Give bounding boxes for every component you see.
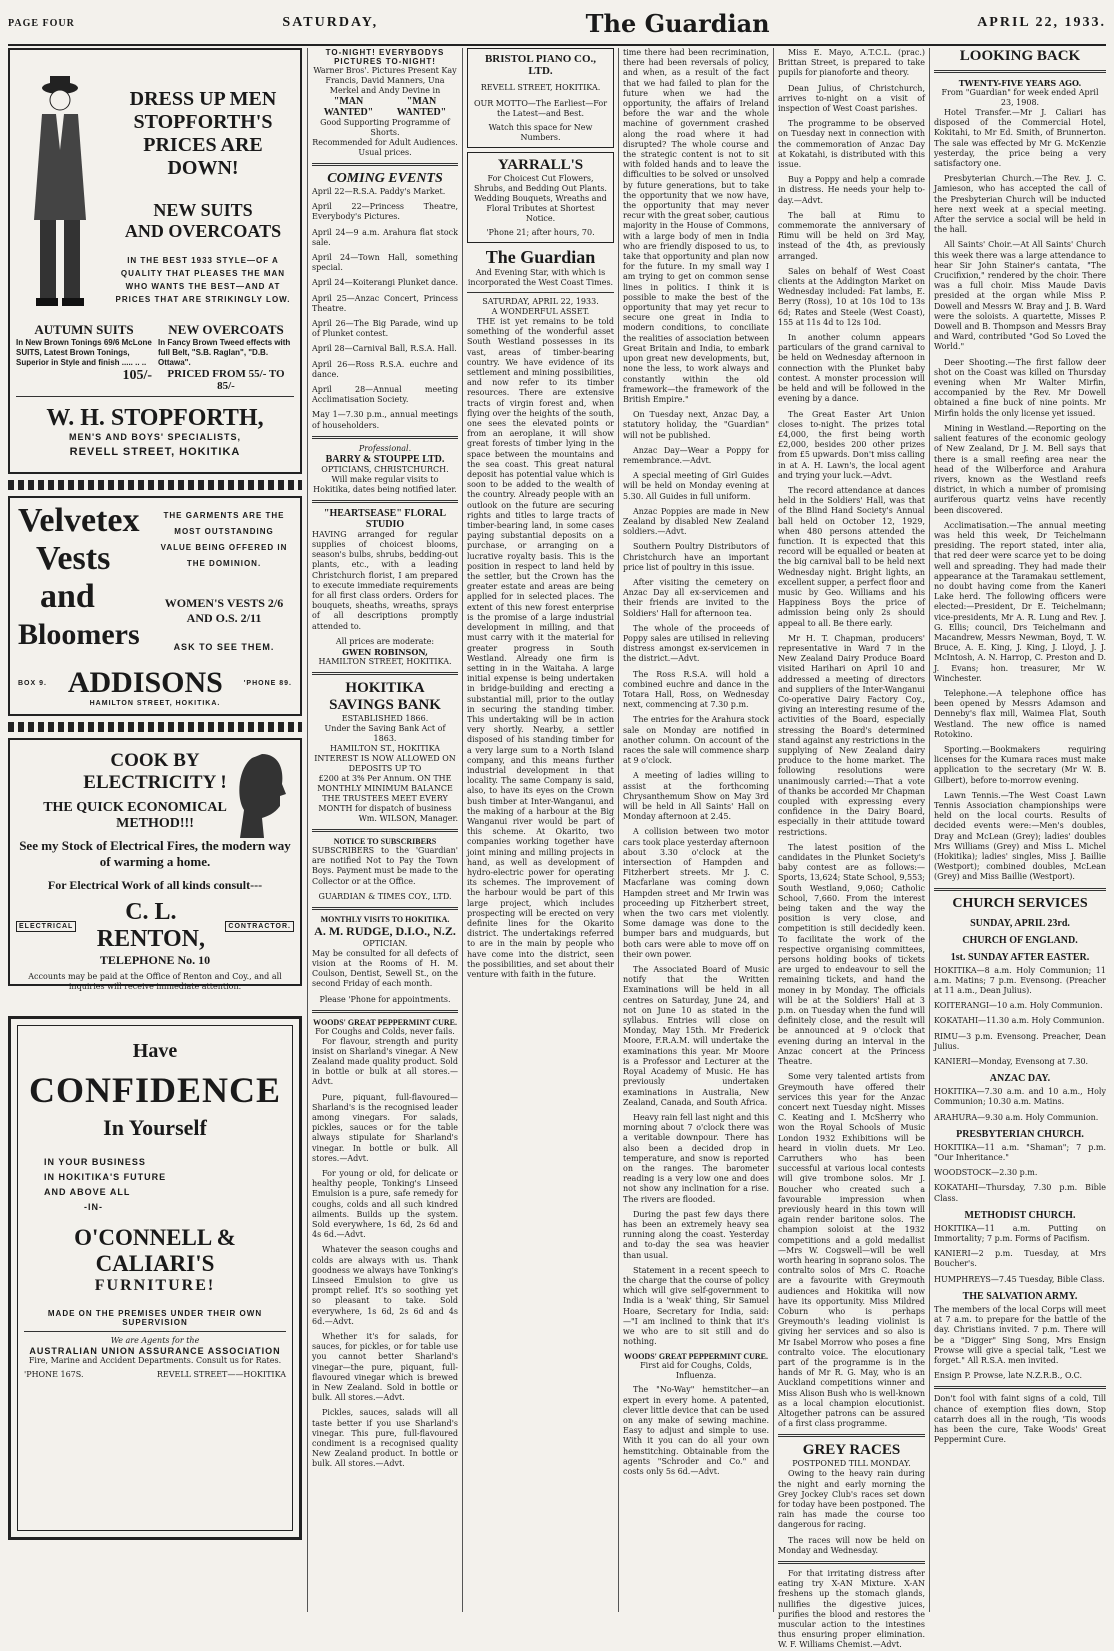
masthead-date: APRIL 22, 1933.: [977, 15, 1106, 30]
masthead: [8, 2, 1106, 46]
autumn-suits-heading: AUTUMN SUITS: [34, 322, 134, 337]
service-item: HOKITIKA—8 a.m. Holy Communion; 11 a.m. Matins; 7 p.m. Evensong. (Preacher at 11 a.m., Dean Julius).: [934, 965, 1106, 996]
stopforth-heading-3: PRICES ARE DOWN!: [143, 134, 263, 179]
renton-advert: [8, 738, 302, 991]
addisons-phone: 'PHONE 89.: [243, 679, 292, 687]
bristol-street: REVELL STREET, HOKITIKA.: [480, 83, 601, 92]
looking-back-item: Hotel Transfer.—Mr J. Caliari has disposed of the Commercial Hotel, Kokitahi, to Mr Ed. Smith, of Brunnerton. The sale was effected by Mr G. McKenzie yesterday, the price being a very satisfactory one.: [934, 108, 1106, 169]
grey-races-text: Owing to the heavy rain during the night and early morning the Grey Jockey Club's races set down for today have been postponed. The rain has made the course too dangerous for racing.: [778, 1469, 925, 1530]
grey-races-text-2: The races will now be held on Monday and Wednesday.: [778, 1535, 925, 1555]
decorative-border: [8, 480, 302, 490]
xan-advert: For that irritating distress after eating try X-AN Mixture. X-AN freshens up the stomach glands, nullifies the digestive juices, purifies the blood and restores the muscular action to the intestines thus ensuring proper elimination. W. F. Williams Chemist.—Advt.: [778, 1569, 925, 1650]
guardian-date: SATURDAY, APRIL 22, 1933.: [482, 297, 599, 306]
news-paragraph: Dean Julius, of Christchurch, arrives to-night on a visit of inspection of West Coast parishes.: [778, 83, 925, 114]
bank-manager: Wm. WILSON, Manager.: [358, 813, 458, 823]
column-rule: [307, 48, 308, 1612]
film-title-right: "MAN WANTED": [396, 96, 447, 118]
bristol-watch: Watch this space for New Numbers.: [488, 123, 593, 142]
news-paragraph: Anzac Poppies are made in New Zealand by disabled New Zealand soldiers.—Advt.: [623, 506, 769, 537]
made-on-premises: MADE ON THE PREMISES UNDER THEIR OWN SUPERVISION: [47, 1309, 263, 1327]
autumn-suits-text: In New Brown Tonings 69/6 McLone SUITS, Latest Brown Tonings, Superior in Style and finish ..... .. ..: [16, 338, 152, 367]
coming-event-item: April 25—Anzac Concert, Princess Theatre.: [312, 293, 458, 313]
confidence-heading: CONFIDENCE: [28, 1070, 281, 1110]
service-item: KOKATAHI—11.30 a.m. Holy Communion.: [934, 1016, 1105, 1026]
coming-event-item: April 26—Ross R.S.A. euchre and dance.: [312, 359, 458, 379]
news-paragraph: A collision between two motor cars took place yesterday afternoon about 3.30 o'clock at the intersection of Hampden and Fitzherbert streets. Mr J. C. Macfarlane was coming down Hampden street and Mr Irwin was proceeding up Fitzherbert street, when the two cars met violently. Some damage was done to the bumper bars and mudguards, but both cars were able to move off on their own power.: [623, 827, 769, 959]
renton-consult-text: For Electrical Work of all kinds consult---: [47, 878, 263, 892]
velvetex-word: Velvetex: [18, 502, 140, 539]
above-all-line: AND ABOVE ALL: [44, 1187, 131, 1197]
news-paragraph: The whole of the proceeds of Poppy sales are utilised in relieving distress amongst ex-servicemen in the district.—Advt.: [623, 623, 769, 664]
news-paragraph: The Ross R.S.A. will hold a combined euchre and dance in the Totara Hall, Ross, on Wednesday next, commencing at 7.30 p.m.: [623, 669, 769, 710]
in-line: -IN-: [84, 1202, 103, 1212]
india-continuation: time there had been recrimination, there had been reversals of policy, and when, as a result of the fact that we had failed to plan for the future when we had the opportunity, the affairs of Ireland before the war and the whole machine of government crashed along the road where it had disrupted? The whole course and the strategic content is not to sit with folded hands and to leave the difficulties to be solved or unsolved by future generations, but to take the opportunity that we now have, the opportunity that may never recur with the great sober, cautious majority in the House of Commons, with a large body of men in India who are friendly disposed to us, to take that opportunity and plan now for the future. In my small way I am trying to get on common sense lines in politics. I think it is possible to make the best of the opportunity that may yet recur to secure one great in India to modern conditions, to conciliate the realities of association between Great Britain and India, to embark upon great new developments, but, none the less, to work always and constantly within the old framework—the framework of the British Empire.": [623, 48, 769, 404]
yarralls-phone: 'Phone 21; after hours, 70.: [486, 228, 595, 237]
autumn-suits-price: 105/-: [122, 368, 152, 383]
bank-heading-2: SAVINGS BANK: [329, 696, 441, 713]
renton-telephone: TELEPHONE No. 10: [99, 953, 211, 967]
agents-for: We are Agents for the: [110, 1336, 200, 1345]
looking-back-item: Mining in Westland.—Reporting on the salient features of the economic geology of New Zealand, Dr J. M. Bell says that there is a small reefing area near the head of the Wilberforce and Arahura rivers, known as the Westland reefs district, in which a number of promising auriferous quartz veins have recently been discovered.: [934, 423, 1106, 515]
service-item: KOITERANGI—10 a.m. Holy Communion.: [934, 1001, 1103, 1011]
oconnell-phone: 'PHONE 167S.: [24, 1370, 84, 1379]
news-paragraph: Buy a Poppy and help a comrade in distress. He needs your help to-day.—Advt.: [778, 175, 925, 205]
heartsease-text: HAVING arranged for regular supplies of choicest blooms, season's bulbs, shrubs, bedding-out plants, etc., with a leading Christchurch florist, I am prepared to execute immediate requirements for all first class orders. Orders for bouquets, sheaths, wreaths, sprays of all descriptions promptly attended to.: [312, 529, 458, 631]
renton-name: C. L. RENTON,: [96, 899, 205, 952]
coming-event-item: April 24—Koiterangi Plunket dance.: [312, 278, 459, 288]
heartsease-address: HAMILTON STREET, HOKITIKA.: [318, 656, 452, 666]
woods-heading-2: WOODS' GREAT PEPPERMINT CURE.: [623, 1352, 768, 1362]
os-price: AND O.S. 2/11: [186, 611, 262, 625]
guardian-title: The Guardian: [485, 247, 596, 267]
service-item: KOKATAHI—Thursday, 7.30 p.m. Bible Class.: [934, 1183, 1106, 1203]
stopforth-blurb: IN THE BEST 1933 STYLE—OF A QUALITY THAT PLEASES THE MAN WHO WANTS THE BEST—AND AT PRICES THAT ARE STRIKINGLY LOW.: [115, 256, 291, 304]
looking-back-heading: LOOKING BACK: [959, 48, 1081, 64]
looking-back-item: Lawn Tennis.—The West Coast Lawn Tennis Association championships were held on the local courts. Results of decided events were:—Men's doubles, Dray and McLean (Grey); ladies' doubles Mrs Williams (Grey) and Miss L. Michel (Hokitika); ladies' singles, Miss J. Baillie (Westport); combined doubles, McLean (Grey) and Miss Baillie (Westport).: [934, 790, 1106, 882]
in-yourself-heading: In Yourself: [103, 1115, 207, 1140]
service-item: Ensign P. Prowse, late N.Z.R.B., O.C.: [934, 1371, 1083, 1381]
looking-back-item: Sporting.—Bookmakers requiring licenses for the Kumara races must make application to the secretary (Mr W. B. Gilbert), before to-morrow evening.: [934, 744, 1106, 785]
methodist-services: [934, 1224, 1106, 1285]
stopforth-subtitle: MEN'S AND BOYS' SPECIALISTS,: [69, 432, 241, 442]
have-heading: Have: [132, 1040, 178, 1062]
masthead-title: The Guardian: [585, 8, 770, 38]
noway-text: The "No-Way" hemstitcher—an expert in every home. A patented, clever little device that can be used on any make of sewing machine. Easy to adjust and simple to use. With it you can do all your own hemstitching. Obtainable from the agents "Schroder and Co." and costs only 5s 6d.—Advt.: [623, 1385, 769, 1476]
barry-stouppe-sub: OPTICIANS, CHRISTCHURCH.: [321, 464, 449, 474]
rudge-sub: OPTICIAN.: [362, 938, 408, 948]
overcoats-heading: NEW OVERCOATS: [168, 322, 284, 337]
bank-heading-1: HOKITIKA: [345, 679, 425, 696]
rudge-phone: Please 'Phone for appointments.: [319, 994, 451, 1004]
addisons-name: ADDISONS: [67, 666, 223, 699]
masthead-day: SATURDAY,: [282, 15, 379, 30]
notice-heading: NOTICE TO SUBSCRIBERS: [333, 836, 437, 846]
page-number: PAGE FOUR: [8, 17, 75, 29]
oconnell-caliari-advert: [8, 1016, 302, 1540]
service-item: HOKITIKA—7.30 a.m. and 10 a.m., Holy Communion; 10.30 a.m. Matins.: [934, 1087, 1106, 1107]
professional-label: Professional.: [358, 443, 412, 453]
presbyterian-services: [934, 1143, 1106, 1204]
rudge-heading: MONTHLY VISITS TO HOKITIKA.: [320, 914, 450, 924]
service-item: HOKITIKA—11 a.m. Putting on Immortality; 7 p.m. Forms of Pacifism.: [934, 1223, 1106, 1244]
coming-event-item: April 22—Princess Theatre, Everybody's Pictures.: [312, 202, 458, 222]
looking-back-item: Telephone.—A telephone office has been opened by Messrs Adamson and Denneby's flax mill, Waimea Flat, South Westland. The new office is named Rotokino.: [934, 688, 1106, 739]
church-services-heading: CHURCH SERVICES: [952, 895, 1088, 911]
news-paragraph: After visiting the cemetery on Anzac Day all ex-servicemen and their friends are invited to the Soldiers' Hall for afternoon tea.: [623, 577, 769, 618]
salvation-army: THE SALVATION ARMY.: [962, 1290, 1078, 1302]
bank-act: Under the Saving Bank Act of 1863.: [324, 723, 446, 743]
vests-word: Vests: [36, 540, 111, 577]
addisons-advert: [8, 496, 302, 716]
addisons-blurb: THE GARMENTS ARE THE MOST OUTSTANDING VALUE BEING OFFERED IN THE DOMINION.: [160, 511, 288, 568]
news-paragraph: The latest position of the candidates in the Plunket Society's baby contest are as follows:—Sports, 13,624; State School, 9,553; South Westland, 9,060; Catholic School, 7,660. From the interest being taken and the way the position is very close, and competition is still decidedly keen. To facilitate the work of the respective organising committees, persons holding books of tickets are urged to endeavour to sell the remaining tickets, and hand the money in by Monday. The officials will be at the Soldiers' Hall at 3 p.m. on Tuesday when the fund will definitely close, and the result will be announced at 9 o'clock that evening during an interval in the Anzac concert at the Princess Theatre.: [778, 842, 925, 1067]
column-rule: [773, 48, 774, 1612]
pictures-text: Warner Bros'. Pictures Present Kay Francis, David Manners, Una Merkel and Andy Devine in: [313, 66, 457, 95]
news-paragraph: The entries for the Arahura stock sale on Monday are notified in another column. On account of the races the sale will commence sharp at 9 o'clock.: [623, 715, 769, 766]
woods-text: For Coughs and Colds, never fails.: [315, 1026, 455, 1036]
pictures-audiences: Recommended for Adult Audiences. Usual prices.: [312, 138, 458, 157]
film-title-left: "MAN WANTED": [323, 96, 374, 118]
column-rule: [462, 48, 463, 1612]
profile-head-illustration: [234, 748, 290, 840]
service-item: ARAHURA—9.30 a.m. Holy Communion.: [934, 1112, 1099, 1122]
small-ad: Whether it's for salads, for sauces, for pickles, or for table use you cannot better Sharland's vinegar—the pure, piquant, full-flavoured vinegar which is brewed in New Zealand. Sold in bottle or bulk. All stores.—Advt.: [312, 1332, 458, 1403]
bank-interest: INTEREST IS NOW ALLOWED ON DEPOSITS UP TO: [314, 753, 456, 773]
stopforth-name: W. H. STOPFORTH,: [46, 405, 264, 431]
woods-text-2: First aid for Coughs, Colds, Influenza.: [640, 1361, 752, 1381]
editorial-text: THE ist yet remains to be told something of the wonderful asset South Westland possesses in its vast, areas of timber-bearing country. We have evidence of its settlement and mining possibilities, and now refer to its timber resources. There are extensive tracts of virgin forest and, when flying over the heights of the south, one sees the elevated points or from an aeroplane, it will show great forests of timber lying in the space between the mountains and the sea coast. This great natural deposit has potential value which is soon to be added to the wealth of the country. Already people with an outlook on the future are securing rights and titles to large tracts of timber-bearing land, in some cases paying substantial deposits on a purchase, or arranging on a lucrative royalty basis. This is the position in respect to land held by the settler, but the Crown has the greater estate and areas are being applied for in selected places. The extent of this new forest enterprise is the promise of a large industrial development in milling, and that must carry with it the material for greater progress in South Westland. Already one firm is setting in in the Waitaha. A large initial expense is being undertaken in bridge-building and erecting a substantial mill, prior to the outlay in securing the standing timber. This undertaking will be in action very shortly. Nearby, a settler disposed of his standing timber for a very large sum to a North Island company, and this means further industrial development in that locality. The same Company is said, also, to have its eyes on the Crown bush timber at Inter-Wanganui, and the making of a harbour at the Big Wanganui river would be part of this scheme. At Okarito, two companies working together have joint mining and milling projects in hand, as well as development of hydro-electric power for operating its schemes. The improvement of the harbour would be part of this large project, which includes prospecting will be erected on very definite lines for the Okarito district. The undertakings referred to are in the main by people who have come into the district, seen the possibilities, and set about their venture with faith in the future.: [467, 317, 614, 979]
editorial-heading: A WONDERFUL ASSET.: [491, 307, 590, 316]
future-line: IN HOKITIKA'S FUTURE: [44, 1172, 167, 1182]
column-2: [312, 48, 458, 1612]
stopforth-advert: [8, 48, 302, 474]
looking-back-item: Presbyterian Church.—The Rev. J. C. Jamieson, who has accepted the call of the Presbyterian Church will be inducted here next week at a special meeting. After the service a social will be held in the hall.: [934, 174, 1106, 235]
local-news-list: [623, 410, 769, 1347]
news-paragraph: In another column appears particulars of the grand carnival to be held on Wednesday afternoon in connection with the Plunket baby contest. A monster procession will be held and will be followed in the evening by a dance.: [778, 333, 925, 404]
looking-back-item: Acclimatisation.—The annual meeting was held this week, Dr Teichelmann presiding. The report stated, inter alia, that red deer were scarce yet to be doing well and spreading. They had made their appearance at the Taramakau settlement, no doubt having come from the Kaneri Lake herd. The following officers were elected:—President, Dr E. Teichelmann; vice-presidents, Mr A. R. Lung and Rev. J. G. Ellis; council, Drs Teichelmann and Macandrew, Messrs Newman, Boyd, T. W. Bruce, A. E. King, J. King, J. Lloyd, J. J. McIntosh, A. N. Harrop, C. Preston and D. J. Evans; hon. treasurer, Mr W. Winchester.: [934, 520, 1106, 683]
ask-to-see: ASK TO SEE THEM.: [173, 642, 275, 652]
woods-heading: WOODS' GREAT PEPPERMINT CURE.: [312, 1017, 457, 1027]
small-ad: For young or old, for delicate or healthy people, Tonking's Linseed Emulsion is a pure, safe remedy for coughs, colds and all such kindred ailments. Builds up the system. Sold everywhere, 1s 6d, 2s 6d and 4s 6d.—Advt.: [312, 1168, 458, 1240]
small-ad: Pickles, sauces, salads will all taste better if you use Sharland's vinegar. This pure, full-flavoured condiment is a recognised quality New Zealand product. In bottle or bulk. All stores.—Advt.: [312, 1408, 458, 1469]
column-rule: [929, 48, 930, 1612]
bristol-heading: BRISTOL PIANO CO., LTD.: [484, 53, 597, 77]
oconnell-address: REVELL STREET——HOKITIKA: [156, 1370, 286, 1379]
column-3: [467, 48, 614, 1612]
oconnell-name: O'CONNELL & CALIARI'S: [74, 1225, 236, 1276]
electricity-heading: ELECTRICITY !: [83, 772, 227, 793]
news-paragraph: Sales on behalf of West Coast clients at the Addington Market on Wednesday included: Fat lambs, E. Berry (Ross), 10 at 10s 10d to 13s 6d; Rates and Steele (West Coast), 155 at 11s 4d to 12s 10d.: [778, 266, 925, 327]
news-paragraph: The programme to be observed on Tuesday next in connection with the commemoration of Anzac Day at Kokatahi, is distributed with this issue.: [778, 119, 925, 170]
and-word: and: [40, 578, 95, 615]
looking-back-item: Deer Shooting.—The first fallow deer shot on the Coast was killed on Thursday evening when Mr Walter Mirfin, accompanied by the Rev. Mr Dowell obtained a fine buck of nine points. Mr Mirfin holds the only license yet issued.: [934, 357, 1106, 418]
stopforth-address: REVELL STREET, HOKITIKA: [69, 446, 241, 458]
bank-trustees: THE TRUSTEES MEET EVERY MONTH for dispatch of business: [318, 793, 452, 813]
news-paragraph: The record attendance at dances held in the Soldiers' Hall, was that of the Blind Hand Society's Annual ball held on October 12, 1929, when 480 persons attended the function. It is expected that this record will be equalled or beaten at the big carnival ball to be held next Wednesday night. Bright lights, an excellent supper, a perfect floor and music by Geo. Williams and his Happiness Boys the price of admission being only 2s should appeal to all. Be there early.: [778, 485, 925, 628]
news-paragraph: Heavy rain fell last night and this morning about 7 o'clock there was a veritable downpour. There has also been a decided drop in temperature, and snow is reported on the ranges. The barometer reading is a very low one and does not show any inclination for a rise. The rivers are flooded.: [623, 1112, 769, 1204]
news-paragraph: Miss E. Mayo, A.T.C.L. (prac.) Brittan Street, is prepared to take pupils for pianoforte and theory.: [778, 48, 925, 78]
notice-signature: GUARDIAN & TIMES COY., LTD.: [318, 891, 452, 901]
rudge-text: May be consulted for all defects of vision at the Rooms of H. M. Coulson, Dentist, Sewell St., on the second Friday of each month.: [312, 948, 458, 989]
service-item: The members of the local Corps will meet at 7 a.m. to prepare for the battle of the day. Christians invited. 7 p.m. There will be a "Digger" Sing Song, Mrs Ensign Prowse will give a special talk, "Lest we forget." All R.S.A. men invited.: [934, 1304, 1106, 1365]
news-paragraph: Some very talented artists from Greymouth have offered their services this year for the Anzac concert next Tuesday night. Misses C. Keating and I. McSherry who won the Royal Schools of Music London 1932 Exhibitions will be heard in violin duets. Mr Leo. Carruthers who has been successful at various local contests will give trombone solos. Mr J. Boucher who created such a favourable impression when previously heard in this town will again render baritone solos. The champion soloist at the 1932 competitions and a gold medallist —Mrs W. Cogswell—will be well worth hearing in soprano solos. The contralto solos of Mrs C. Roache are a favourite with Greymouth audiences and Hokitika will now have its opportunity. Miss Mildred Coburn who is perhaps Greymouth's leading violinist is giving her services and so also is Mr Isabel Morrow who poses a fine contralto voice. The elocutionary part of the programme is in the hands of Mr R. G. May, who is an Auckland competitions winner and Miss Alison Bush who is well-known as a local champion elocutionist. Altogether patrons can be assured of a first class programme.: [778, 1072, 925, 1429]
news-paragraph: The Associated Board of Music notify that the Written Examinations will be held in all centres on Saturday, June 24, and not on June 10 as stated in the syllabus. Entries will close on Monday, May 15th. Mr Frederick Moore, F.R.A.M. will undertake the examinations this year. Mr Moore is a Professor and Lecturer at the Royal Academy of Music. He has previously undertaken examinations in Australia, New Zealand, Canada, and South Africa.: [623, 965, 769, 1107]
column-4: [623, 48, 769, 1612]
stopforth-heading-5: AND OVERCOATS: [124, 221, 282, 241]
stopforth-heading-1: DRESS UP MEN: [129, 88, 277, 110]
service-item: HUMPHREYS—7.45 Tuesday, Bible Class.: [934, 1274, 1105, 1284]
womens-vests-price: WOMEN'S VESTS 2/6: [164, 596, 284, 610]
salvation-army-services: [934, 1305, 1106, 1381]
aua-departments: Fire, Marine and Accident Departments. Consult us for Rates.: [28, 1356, 282, 1365]
news-paragraph: During the past few days there has been an extremely heavy sea running along the coast. Yesterday and to-day the sea was heavier than usual.: [623, 1209, 769, 1260]
addisons-box: BOX 9.: [18, 679, 47, 687]
bank-amount: £200 at 3% Per Annum. ON THE MONTHLY MINIMUM BALANCE: [317, 773, 453, 793]
coming-event-item: April 22—R.S.A. Paddy's Market.: [312, 187, 446, 196]
bloomers-word: Bloomers: [18, 618, 140, 651]
stopforth-heading-2: STOPFORTH'S: [133, 111, 273, 133]
bank-established: ESTABLISHED 1866.: [341, 713, 429, 723]
service-item: WOODSTOCK—2.30 p.m.: [934, 1168, 1038, 1178]
news-paragraph: Mr H. T. Chapman, producers' representative in Ward 7 in the New Zealand Dairy Produce Board visited Harihari on April 10 and addressed a meeting of directors and suppliers of the Inter-Wanganui Co-operative Dairy Factory Coy., giving an interesting resume of the activities of the Board, especially stressing the Board's determined stand against any restrictions in the supplying of New Zealand dairy produce to the home market. The following resolutions were unanimously carried:—That a vote of thanks be accorded Mr Chapman coupled with expressing every confidence in the Dairy Board, especially in their attitude toward restrictions.: [778, 633, 925, 837]
church-of-england: CHURCH OF ENGLAND.: [962, 934, 1078, 946]
cook-by-heading: COOK BY: [110, 750, 200, 771]
coming-event-item: April 24—Town Hall, something special.: [312, 253, 458, 273]
decorative-border: [8, 722, 302, 732]
addisons-address: HAMILTON STREET, HOKITIKA.: [89, 700, 221, 707]
quick-method-heading: THE QUICK ECONOMICAL: [43, 800, 227, 815]
news-paragraph: A special meeting of Girl Guides will be held on Monday evening at 5.30. All Guides in full uniform.: [623, 471, 769, 501]
business-line: IN YOUR BUSINESS: [44, 1157, 146, 1167]
rudge-name: A. M. RUDGE, D.I.O., N.Z.: [314, 923, 456, 938]
coming-events-list: [312, 187, 458, 431]
grey-races-sub: POSTPONED TILL MONDAY.: [792, 1459, 911, 1469]
renton-stock-text: See my Stock of Electrical Fires, the modern way of warming a home.: [19, 838, 291, 869]
coming-event-item: April 24—9 a.m. Arahura flat stock sale.: [312, 227, 458, 247]
pictures-topline: TO-NIGHT! EVERYBODYS PICTURES TO-NIGHT!: [325, 48, 445, 66]
man-in-suit-illustration: [20, 70, 100, 310]
small-ad: For flavour, strength and purity insist on Sharland's vinegar. A New Zealand made quality product. Sold in bottle or bulk at all stores.—Advt.: [312, 1036, 458, 1087]
anzac-day: ANZAC DAY.: [989, 1073, 1051, 1085]
column-6: [934, 48, 1106, 1612]
news-paragraph: Statement in a recent speech to the charge that the course of policy which will give self-government to India is a 'weak' thing, Sir Samuel Hoare, Secretary for India, said:—"I am inclined to think that it's we who are to sit still and do nothing.: [623, 1265, 769, 1347]
guardian-subtitle: And Evening Star, with which is incorporated the West Coast Times.: [467, 268, 614, 287]
coming-event-item: April 28—Carnival Ball, R.S.A. Hall.: [312, 344, 457, 354]
church-date: SUNDAY, APRIL 23rd.: [970, 917, 1070, 929]
service-item: HOKITIKA—11 a.m. "Shaman"; 7 p.m. "Our Inheritance.": [934, 1142, 1106, 1163]
column-1: [8, 48, 302, 1612]
overcoats-price: PRICED FROM 55/- TO 85/-: [167, 368, 285, 392]
methodist-church: METHODIST CHURCH.: [964, 1209, 1076, 1221]
yarralls-text-2: Wedding Bouquets, Wreaths and Floral Tributes at Shortest Notice.: [474, 194, 607, 223]
looking-back-from: From "Guardian" for week ended April 23, 1908.: [941, 88, 1099, 107]
furniture-heading: FURNITURE!: [94, 1277, 216, 1294]
barry-stouppe-text: Will make regular visits to Hokitika, dates being notified later.: [313, 474, 457, 494]
renton-accounts: Accounts may be paid at the Office of Renton and Coy., and all inquiries will receive immediate attention.: [28, 972, 282, 991]
gwen-robinson: GWEN ROBINSON,: [342, 646, 428, 657]
coe-services: [934, 966, 1106, 1068]
news-paragraph: Southern Poultry Distributors of Christchurch have an important price list of poultry in this issue.: [623, 542, 769, 572]
method-heading: METHOD!!!: [116, 816, 194, 831]
service-item: RIMU—3 p.m. Evensong. Preacher, Dean Julius.: [934, 1031, 1106, 1051]
coming-events-heading: COMING EVENTS: [327, 171, 443, 186]
pictures-shorts: Good Supporting Programme of Shorts.: [320, 118, 450, 137]
yarralls-heading: YARRALL'S: [497, 157, 584, 173]
small-ad: Pure, piquant, full-flavoured—Sharland's is the recognised leader among vinegars. For salads, pickles, sauces or for the table always stipulate for Sharland's vinegar. In bottle or bulk. All stores.—Advt.: [312, 1092, 458, 1163]
news-paragraph: A meeting of ladies willing to assist at the forthcoming Chrysanthemum Show on May 3rd will be held in All Saints' Hall on Monday afternoon at 2.45.: [623, 771, 769, 822]
column-5: [778, 48, 925, 1650]
overcoats-text: In Fancy Brown Tweed effects with full Belt, "S.B. Raglan", "D.B. Ottawa".: [158, 338, 291, 367]
bristol-motto: OUR MOTTO—The Earliest—For the Latest—and Best.: [473, 99, 608, 118]
service-item: KANIERI—Monday, Evensong at 7.30.: [934, 1057, 1089, 1067]
looking-back-list: [934, 108, 1106, 883]
news-paragraph: Anzac Day—Wear a Poppy for remembrance.—Advt.: [623, 445, 769, 465]
news-paragraph: The Great Easter Art Union closes to-night. The prizes total £4,000, the first being worth £2,000, besides 200 other prizes from £5 upwards. Don't miss calling in at A. H. Lawn's, the local agent and trying your luck.—Advt.: [778, 409, 925, 480]
service-item: KANIERI—2 p.m. Tuesday, at Mrs Boucher's.: [934, 1249, 1106, 1269]
news-paragraph: The ball at Rimu to commemorate the anniversary of Rimu will be held on 3rd May, instead of the 4th, as previously arranged.: [778, 210, 925, 261]
column-rule: [618, 48, 619, 1612]
local-news-list-2: [778, 48, 925, 1429]
aua-name: AUSTRALIAN UNION ASSURANCE ASSOCIATION: [29, 1346, 281, 1356]
electrical-label: ELECTRICAL: [16, 921, 76, 932]
looking-back-item: All Saints' Choir.—At All Saints' Church this week there was a large attendance to hear Sir John Stainer's cantata, "The Crucifixion," rendered by the choir. There was a full choir. Miss Maude Davis presided at the organ while Miss P. Dowell and Messrs W. Bray and J. B. Ward were the soloists. A quartette, Misses P. Dowell and B. Thompson and Messrs Bray and Ward, contributed "God So Loved the World.": [934, 240, 1106, 352]
yarralls-text: For Choicest Cut Flowers, Shrubs, and Bedding Out Plants.: [474, 174, 607, 193]
twenty-five-years: TWENTY-FIVE YEARS AGO.: [958, 78, 1082, 88]
presbyterian-church: PRESBYTERIAN CHURCH.: [956, 1128, 1084, 1140]
sunday-after-easter: 1st. SUNDAY AFTER EASTER.: [950, 951, 1090, 963]
coming-event-item: May 1—7.30 p.m., annual meetings of householders.: [312, 410, 458, 430]
coming-event-item: April 26—The Big Parade, wind up of Plunket contest.: [312, 319, 458, 339]
heartsease-prices: All prices are moderate:: [335, 636, 435, 646]
contractor-label: CONTRACTOR.: [225, 921, 294, 932]
coming-event-item: April 28—Annual meeting Acclimatisation Society.: [312, 385, 458, 405]
bank-street: HAMILTON ST., HOKITIKA: [329, 743, 441, 753]
woods-footer: Don't fool with faint signs of a cold, Till chance of exemption flies down, Stop catarrh does all in the rough, 'Tis woods has been the cure, Take Woods' Great Peppermint Cure.: [934, 1394, 1106, 1445]
small-ads-list: [312, 1037, 458, 1470]
small-ad: Whatever the season coughs and colds are always with us. Thank goodness we always have Tonking's Linseed Emulsion to give us prompt relief. It's so soothing yet so pleasant to take. Sold everywhere, 1s 6d, 2s 6d and 4s 6d.—Advt.: [312, 1245, 458, 1326]
stopforth-heading-4: NEW SUITS: [153, 200, 253, 220]
notice-text: SUBSCRIBERS to the 'Guardian' are notified Not to Pay the Town Boys. Payment must be made to the Collector or at the Office.: [312, 845, 458, 886]
grey-races-heading: GREY RACES: [802, 1442, 901, 1459]
heartsease-heading: "HEARTSEASE" FLORAL STUDIO: [323, 507, 447, 530]
barry-stouppe-name: BARRY & STOUPPE LTD.: [325, 453, 445, 465]
news-paragraph: On Tuesday next, Anzac Day, a statutory holiday, the "Guardian" will not be published.: [623, 410, 769, 440]
anzac-services: [934, 1087, 1106, 1123]
